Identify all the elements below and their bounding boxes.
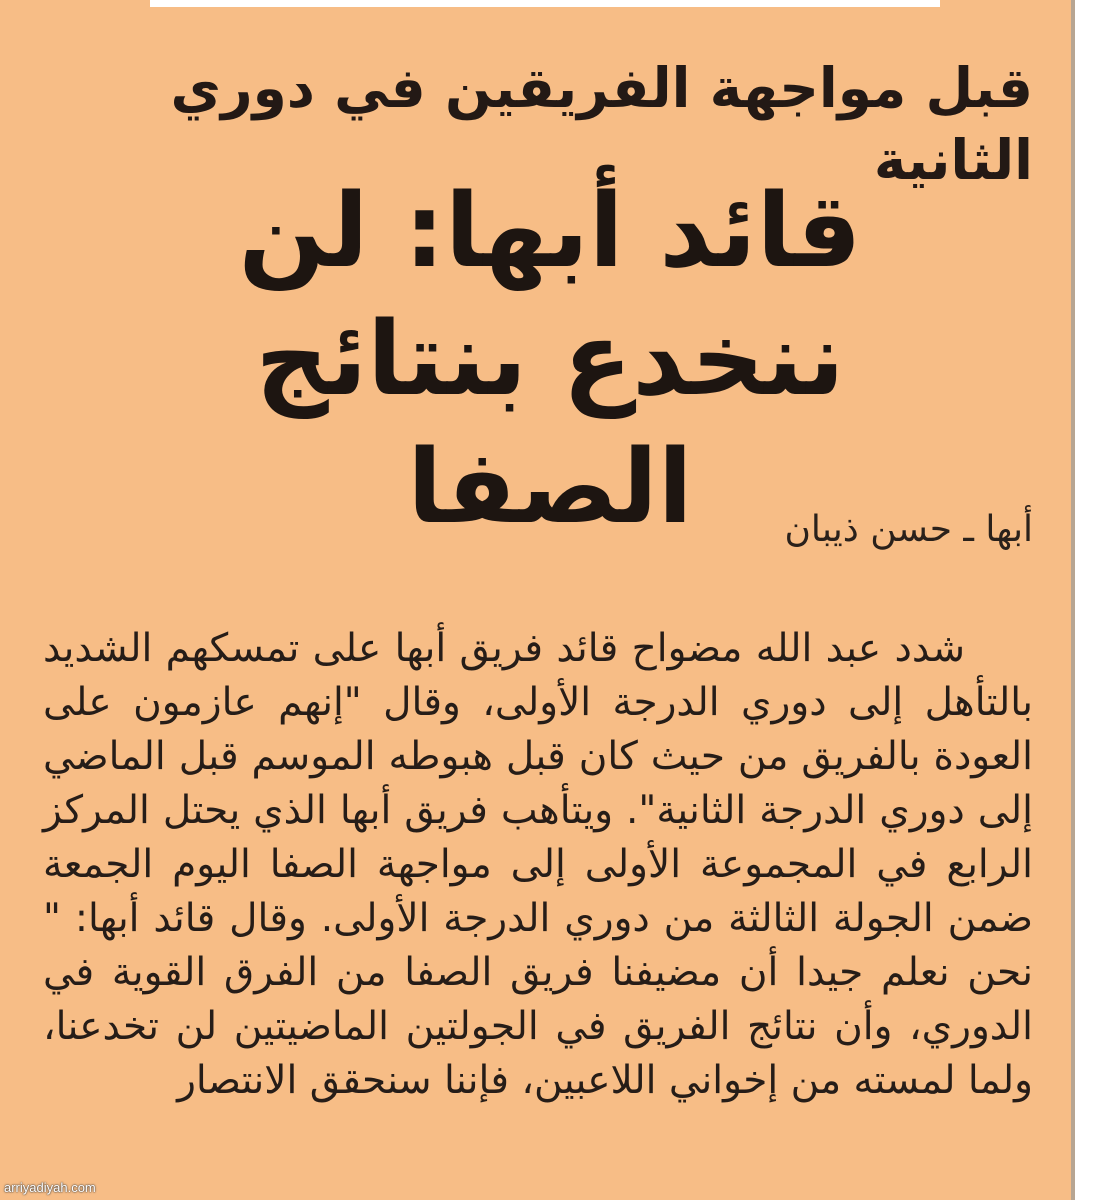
article-body: شدد عبد الله مضواح قائد فريق أبها على تمسكهم الشديد بالتأهل إلى دوري الدرجة الأولى، وقال "إنهم عازمون على العودة بالفريق من حيث كان قبل هبوطه الموسم قبل الماضي إلى دوري الدرجة الثانية". ويتأهب فريق أبها الذي يحتل المركز الرابع في المجموعة الأولى إلى مواجهة الصفا اليوم الجمعة ضمن الجولة الثالثة من دوري الدرجة الأولى. وقال قائد أبها: " نحن نعلم جيدا أن مضيفنا فريق الصفا من الفرق القوية في الدوري، وأن نتائج الفريق في الجولتين الماضيتين لن تخدعنا، ولما لمسته من إخواني اللاعبين، فإننا سنحقق الانتصار (43, 626, 1033, 1103)
article-headline: قائد أبها: لن ننخدع بنتائج الصفا (238, 172, 862, 547)
top-white-strip (150, 0, 940, 7)
article-kicker: قبل مواجهة الفريقين في دوري الثانية (170, 56, 1033, 192)
article-byline: أبها ـ حسن ذيبان (784, 509, 1033, 550)
site-watermark: arriyadiyah.com (4, 1180, 96, 1195)
column-rule (1071, 0, 1099, 1200)
